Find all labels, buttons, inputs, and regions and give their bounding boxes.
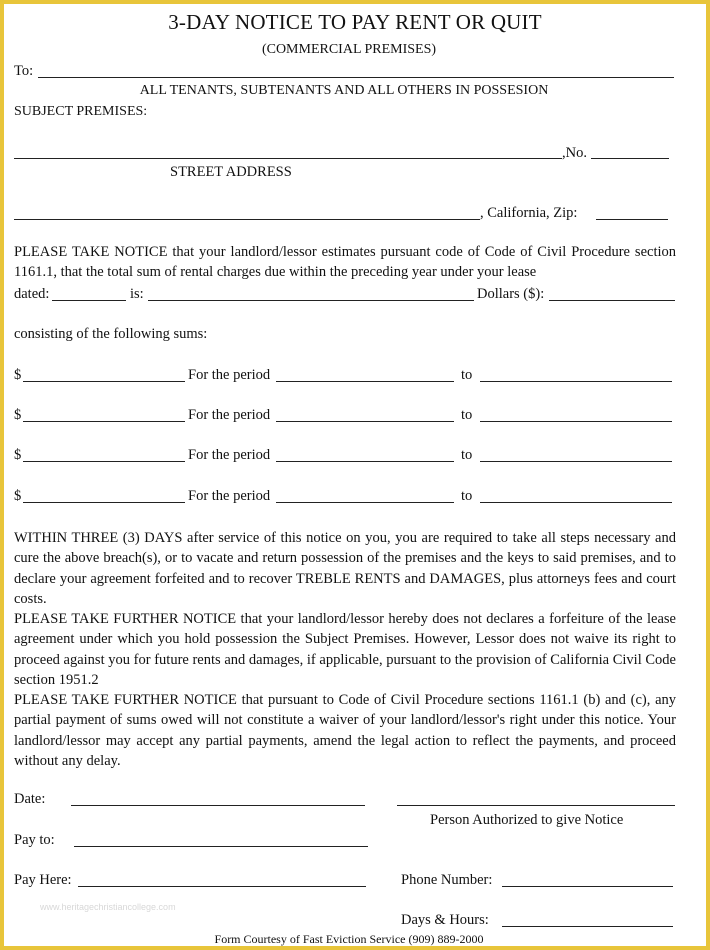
period-end-field[interactable] <box>480 421 672 422</box>
within-three-days-paragraph: WITHIN THREE (3) DAYS after service of this notice on you, you are required to take all steps necessary and cure the above breach(s), or to vacate and return possession of the premises and the keys to said premises, and to declare your agreement forfeited and to recover TREBLE RENTS and DAMAGES, plus attorneys fees and court costs. <box>14 530 676 607</box>
dollars-label: Dollars ($): <box>477 286 545 302</box>
sum-amount-field[interactable] <box>23 461 185 462</box>
person-authorized-label: Person Authorized to give Notice <box>430 812 624 828</box>
phone-number-field[interactable] <box>502 886 673 887</box>
pay-to-field[interactable] <box>74 846 368 847</box>
california-zip-label: , California, Zip: <box>480 205 578 221</box>
watermark-text: www.heritagechristiancollege.com <box>40 902 176 912</box>
date-field[interactable] <box>71 805 365 806</box>
period-label: For the period <box>188 367 271 383</box>
to-label: To: <box>14 63 34 79</box>
days-hours-field[interactable] <box>502 926 673 927</box>
consisting-label: consisting of the following sums: <box>14 326 208 342</box>
dated-field[interactable] <box>52 300 126 301</box>
pay-to-label: Pay to: <box>14 832 55 848</box>
pay-here-label: Pay Here: <box>14 872 72 888</box>
document-title: 3-DAY NOTICE TO PAY RENT OR QUIT <box>168 10 542 34</box>
footer-courtesy: Form Courtesy of Fast Eviction Service (909) 889-2000 <box>214 932 484 946</box>
period-start-field[interactable] <box>276 502 454 503</box>
signature-field[interactable] <box>397 805 675 806</box>
period-label: For the period <box>188 447 271 463</box>
dated-label: dated: <box>14 286 50 302</box>
sum-amount-field[interactable] <box>23 502 185 503</box>
period-end-field[interactable] <box>480 502 672 503</box>
period-end-field[interactable] <box>480 461 672 462</box>
zip-field[interactable] <box>596 219 668 220</box>
no-label: ,No. <box>562 145 587 161</box>
dollar-sign: $ <box>14 488 22 504</box>
sum-amount-field[interactable] <box>23 381 185 382</box>
dollars-amount-field[interactable] <box>549 300 675 301</box>
street-address-field[interactable] <box>14 158 562 159</box>
unit-number-field[interactable] <box>591 158 669 159</box>
period-end-field[interactable] <box>480 381 672 382</box>
amount-words-field[interactable] <box>148 300 474 301</box>
pay-here-field[interactable] <box>78 886 366 887</box>
days-hours-label: Days & Hours: <box>401 912 489 928</box>
notice-intro-paragraph: PLEASE TAKE NOTICE that your landlord/lessor estimates pursuant code of Code of Civil Procedure section 1161.1, that the total sum of rental charges due within the preceding year under your lease <box>14 244 676 281</box>
to-period-label: to <box>461 447 473 463</box>
to-period-label: to <box>461 367 473 383</box>
street-address-caption: STREET ADDRESS <box>170 164 292 180</box>
dollar-sign: $ <box>14 447 22 463</box>
further-notice-paragraph-2: PLEASE TAKE FURTHER NOTICE that pursuant to Code of Civil Procedure sections 1161.1 (b) and (c), any partial payment of sums owed will not constitute a waiver of your landlord/lessor's right under this notice. Your landlord/lessor may accept any partial payments, amend the legal action to reflect the payments, and proceed without any delay. <box>14 692 676 769</box>
period-start-field[interactable] <box>276 421 454 422</box>
to-period-label: to <box>461 407 473 423</box>
period-start-field[interactable] <box>276 381 454 382</box>
sum-amount-field[interactable] <box>23 421 185 422</box>
city-field[interactable] <box>14 219 480 220</box>
notice-page <box>4 4 706 946</box>
dollar-sign: $ <box>14 367 22 383</box>
document-subtitle: (COMMERCIAL PREMISES) <box>261 42 437 57</box>
tenants-caption: ALL TENANTS, SUBTENANTS AND ALL OTHERS IN POSSESION <box>139 83 549 98</box>
period-start-field[interactable] <box>276 461 454 462</box>
to-field[interactable] <box>38 77 674 78</box>
period-label: For the period <box>188 407 271 423</box>
period-label: For the period <box>188 488 271 504</box>
to-period-label: to <box>461 488 473 504</box>
is-label: is: <box>130 286 144 302</box>
date-label: Date: <box>14 791 46 807</box>
further-notice-paragraph-1: PLEASE TAKE FURTHER NOTICE that your landlord/lessor hereby does not declares a forfeiture of the lease agreement under which you hold possession the Subject Premises. However, Lessor does not waive its right to proceed against you for future rents and damages, if applicable, pursuant to the provision of California Civil Code section 1951.2 <box>14 611 676 688</box>
dollar-sign: $ <box>14 407 22 423</box>
subject-premises-label: SUBJECT PREMISES: <box>14 104 148 119</box>
phone-number-label: Phone Number: <box>401 872 493 888</box>
